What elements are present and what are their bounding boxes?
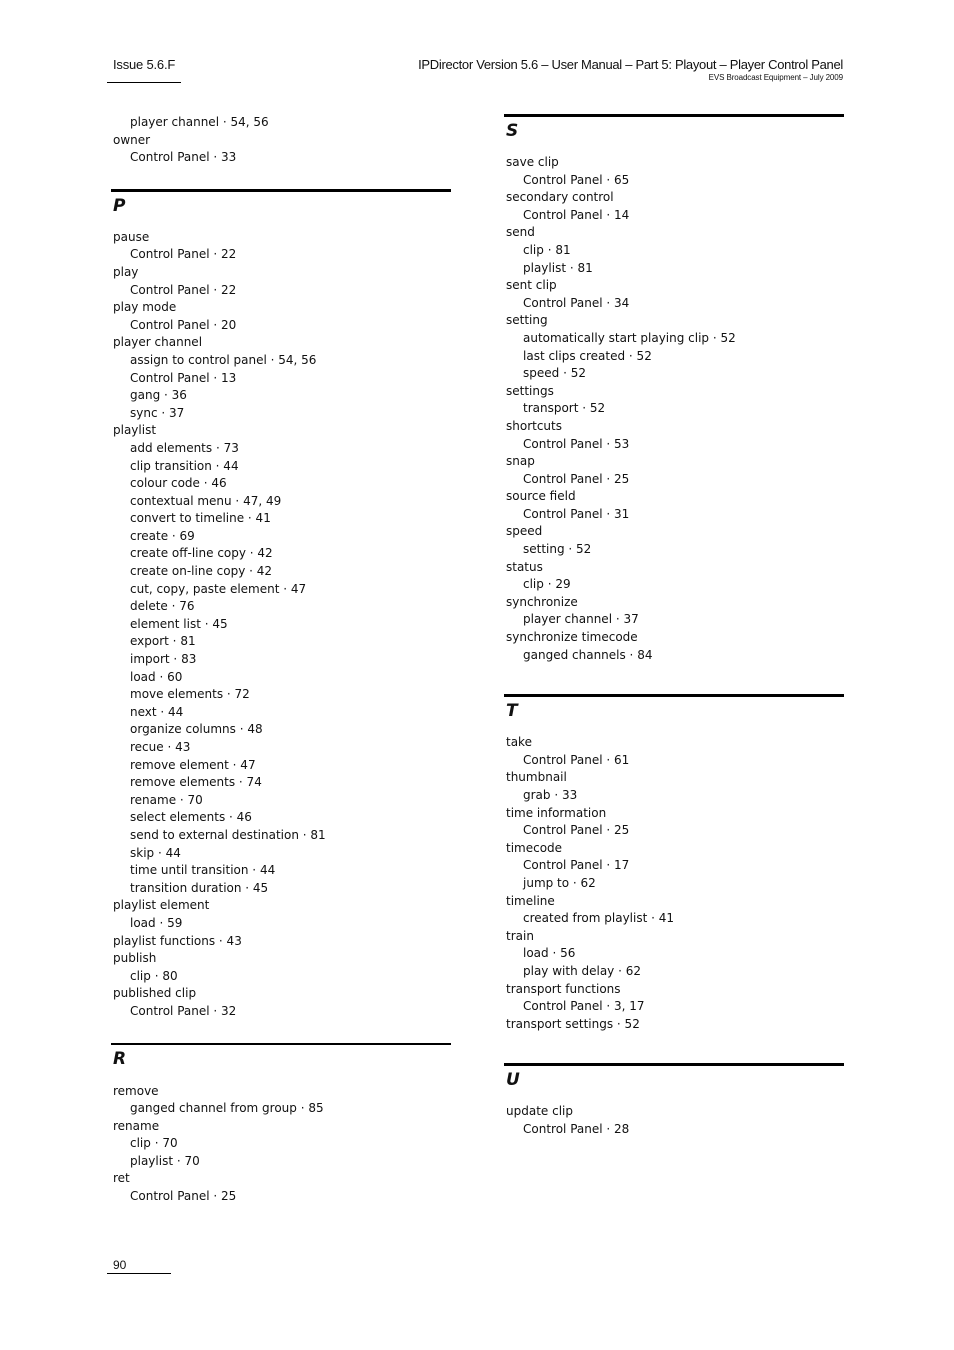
- index-group-r: [111, 1043, 451, 1206]
- index-entry: send: [506, 225, 535, 240]
- index-subentry: import · 83: [130, 652, 197, 667]
- index-subentry: Control Panel · 3, 17: [523, 999, 645, 1014]
- index-group-s: [504, 114, 844, 664]
- index-entry: take: [506, 735, 532, 750]
- index-subentry: delete · 76: [130, 599, 195, 614]
- index-subentry: ganged channels · 84: [523, 647, 653, 662]
- index-subentry: export · 81: [130, 634, 196, 649]
- index-subentry: Control Panel · 25: [523, 471, 630, 486]
- index-entry: ret: [113, 1171, 130, 1186]
- index-subentry: playlist · 81: [523, 260, 593, 275]
- index-group-u: [504, 1063, 844, 1138]
- index-entry: shortcuts: [506, 418, 562, 433]
- issue-label: Issue 5.6.F: [113, 57, 176, 72]
- index-subentry: speed · 52: [523, 366, 586, 381]
- index-group-p: [111, 189, 451, 1021]
- index-entry: thumbnail: [506, 770, 567, 785]
- index-entry: playlist: [113, 423, 157, 438]
- document-subtitle: EVS Broadcast Equipment – July 2009: [708, 73, 843, 82]
- index-subentry: rename · 70: [130, 792, 203, 807]
- index-entry: published clip: [113, 986, 197, 1001]
- index-subentry: clip transition · 44: [130, 458, 239, 473]
- page-number: 90: [113, 1258, 127, 1272]
- index-subentry: Control Panel · 13: [130, 370, 237, 385]
- document-title: IPDirector Version 5.6 – User Manual – Part 5: Playout – Player Control Panel: [418, 57, 843, 72]
- header-left-rule: [107, 82, 181, 83]
- index-column-right: [504, 114, 844, 1139]
- group-entries: [111, 1083, 451, 1206]
- index-entry: status: [506, 559, 543, 574]
- index-subentry: clip · 81: [523, 242, 571, 257]
- index-subentry: clip · 80: [130, 968, 178, 983]
- index-subentry: play with delay · 62: [523, 963, 641, 978]
- index-subentry: skip · 44: [130, 845, 181, 860]
- group-entries: [504, 1103, 844, 1138]
- index-entry: update clip: [506, 1104, 573, 1119]
- index-entry: pause: [113, 229, 150, 244]
- index-subentry: element list · 45: [130, 616, 228, 631]
- index-column-left: [111, 114, 451, 1206]
- index-subentry: grab · 33: [523, 788, 578, 802]
- index-subentry: Control Panel · 17: [523, 858, 630, 873]
- group-entries: [504, 154, 844, 664]
- index-subentry: automatically start playing clip · 52: [523, 330, 736, 345]
- index-entry: publish: [113, 951, 157, 966]
- index-entry: timecode: [506, 840, 563, 855]
- index-subentry: convert to timeline · 41: [130, 511, 271, 526]
- index-subentry: jump to · 62: [523, 875, 596, 890]
- index-entry: synchronize timecode: [506, 630, 638, 645]
- index-subentry: Control Panel · 61: [523, 752, 630, 767]
- group-entries: [111, 229, 451, 1021]
- index-subentry: gang · 36: [130, 388, 187, 403]
- index-entry: save clip: [506, 155, 559, 169]
- index-subentry: Control Panel · 22: [130, 282, 237, 297]
- index-subentry: player channel · 54, 56: [130, 115, 269, 129]
- index-entry: timeline: [506, 893, 555, 908]
- index-subentry: clip · 29: [523, 577, 571, 592]
- index-subentry: Control Panel · 31: [523, 506, 630, 521]
- index-subentry: Control Panel · 14: [523, 207, 630, 222]
- index-subentry: player channel · 37: [523, 612, 639, 627]
- index-entry: player channel: [113, 335, 203, 350]
- footer-rule: [107, 1273, 171, 1274]
- index-subentry: contextual menu · 47, 49: [130, 493, 282, 508]
- index-subentry: colour code · 46: [130, 476, 227, 491]
- index-subentry: clip · 70: [130, 1136, 178, 1151]
- index-entry: settings: [506, 383, 554, 398]
- index-subentry: Control Panel · 22: [130, 247, 237, 262]
- index-entry: synchronize: [506, 594, 578, 609]
- group-letter: R: [111, 1043, 451, 1083]
- group-letter: P: [111, 189, 451, 229]
- index-entry: rename: [113, 1118, 160, 1133]
- index-subentry: Control Panel · 53: [523, 436, 630, 451]
- index-entry: playlist element: [113, 898, 210, 913]
- index-entry: transport settings · 52: [506, 1016, 640, 1031]
- index-subentry: send to external destination · 81: [130, 827, 326, 842]
- index-subentry: add elements · 73: [130, 440, 239, 455]
- group-entries: [504, 734, 844, 1033]
- group-letter: T: [504, 694, 844, 734]
- index-subentry: select elements · 46: [130, 810, 252, 825]
- index-entry: playlist functions · 43: [113, 933, 242, 948]
- index-entry: train: [506, 928, 534, 943]
- index-subentry: recue · 43: [130, 740, 191, 754]
- index-subentry: playlist · 70: [130, 1153, 200, 1168]
- index-entry: secondary control: [506, 190, 614, 205]
- index-entry: setting: [506, 313, 548, 328]
- index-entry: time information: [506, 805, 607, 820]
- index-subentry: organize columns · 48: [130, 722, 263, 737]
- index-subentry: created from playlist · 41: [523, 911, 675, 926]
- index-subentry: assign to control panel · 54, 56: [130, 352, 317, 367]
- index-subentry: transition duration · 45: [130, 880, 269, 895]
- index-subentry: setting · 52: [523, 542, 592, 557]
- index-subentry: Control Panel · 65: [523, 172, 630, 187]
- index-entry: play mode: [113, 300, 177, 315]
- index-subentry: Control Panel · 33: [130, 150, 237, 165]
- group-letter: S: [504, 114, 844, 154]
- index-subentry: remove element · 47: [130, 757, 256, 772]
- index-subentry: last clips created · 52: [523, 348, 652, 363]
- index-subentry: Control Panel · 28: [523, 1121, 630, 1136]
- index-subentry: load · 56: [523, 946, 576, 961]
- index-entry: remove: [113, 1083, 159, 1098]
- index-subentry: create off-line copy · 42: [130, 546, 273, 561]
- index-subentry: Control Panel · 25: [130, 1189, 237, 1204]
- index-subentry: sync · 37: [130, 405, 185, 420]
- index-entry: speed: [506, 524, 543, 539]
- index-subentry: create · 69: [130, 528, 195, 543]
- index-group-t: [504, 694, 844, 1033]
- index-subentry: Control Panel · 32: [130, 1003, 237, 1018]
- continuation-entries: [111, 114, 451, 167]
- index-subentry: Control Panel · 25: [523, 823, 630, 838]
- index-subentry: time until transition · 44: [130, 863, 276, 878]
- index-subentry: cut, copy, paste element · 47: [130, 581, 307, 596]
- index-subentry: Control Panel · 34: [523, 295, 630, 310]
- index-subentry: remove elements · 74: [130, 775, 262, 790]
- group-letter: U: [504, 1063, 844, 1103]
- index-entry: owner: [113, 132, 151, 147]
- index-entry: source field: [506, 489, 576, 504]
- index-entry: snap: [506, 454, 535, 469]
- index-subentry: Control Panel · 20: [130, 317, 237, 332]
- index-subentry: ganged channel from group · 85: [130, 1101, 324, 1116]
- index-subentry: load · 59: [130, 915, 183, 930]
- index-subentry: create on-line copy · 42: [130, 564, 273, 579]
- header-title-block: [418, 57, 843, 83]
- index-entry: sent clip: [506, 278, 557, 293]
- index-entry: play: [113, 264, 139, 279]
- index-subentry: move elements · 72: [130, 687, 250, 702]
- index-entry: transport functions: [506, 981, 621, 996]
- index-subentry: load · 60: [130, 669, 183, 684]
- index-subentry: transport · 52: [523, 401, 606, 416]
- index-subentry: next · 44: [130, 704, 184, 719]
